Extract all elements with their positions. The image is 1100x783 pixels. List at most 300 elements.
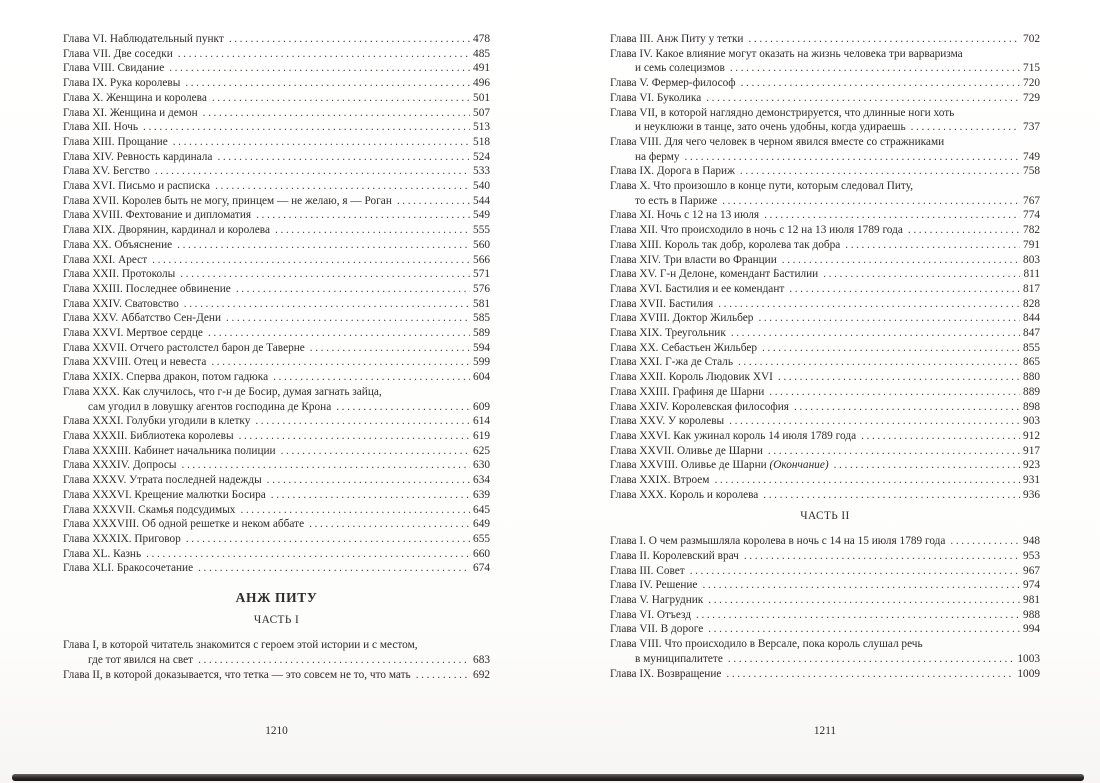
chapter-title: Глава XI. Ночь с 12 на 13 июля bbox=[610, 209, 760, 222]
toc-entry bbox=[63, 488, 490, 503]
toc-entry-line bbox=[63, 385, 490, 400]
toc-entry-line bbox=[610, 164, 1040, 179]
chapter-title: Глава VIII. Для чего человек в черном явился вместе со стражниками bbox=[610, 135, 945, 148]
chapter-page-number: 576 bbox=[473, 282, 490, 295]
dot-leader bbox=[722, 194, 1020, 209]
toc-entry-line bbox=[63, 473, 490, 488]
chapter-title: Глава XXIII. Последнее обвинение bbox=[63, 282, 231, 295]
toc-entry bbox=[610, 311, 1040, 326]
chapter-page-number: 855 bbox=[1023, 341, 1040, 354]
toc-entry-line bbox=[610, 91, 1040, 106]
toc-entry bbox=[63, 120, 490, 135]
dot-leader bbox=[908, 223, 1020, 238]
dot-leader bbox=[911, 120, 1020, 135]
toc-entry bbox=[610, 667, 1040, 682]
dot-leader bbox=[275, 223, 470, 238]
toc-entry-line bbox=[63, 150, 490, 165]
chapter-page-number: 630 bbox=[473, 459, 490, 472]
chapter-page-number: 518 bbox=[473, 135, 490, 148]
dot-leader bbox=[236, 282, 470, 297]
dot-leader bbox=[146, 547, 470, 562]
dot-leader bbox=[273, 370, 470, 385]
dot-leader bbox=[211, 355, 470, 370]
toc-entry bbox=[63, 429, 490, 444]
toc-entry-line bbox=[610, 47, 1040, 62]
toc-entry bbox=[63, 32, 490, 47]
chapter-title: Глава XIII. Прощание bbox=[63, 135, 168, 148]
toc-entry-line bbox=[63, 341, 490, 356]
toc-entry-line bbox=[610, 458, 1040, 473]
chapter-title: Глава XV. Г-н Делоне, комендант Бастилии bbox=[610, 268, 819, 281]
chapter-title: Глава XXXVII. Скамья подсудимых bbox=[63, 503, 236, 516]
chapter-title: Глава XVIII. Доктор Жильбер bbox=[610, 312, 754, 325]
toc-entry bbox=[63, 282, 490, 297]
toc-entry-line bbox=[610, 32, 1040, 47]
toc-entry bbox=[63, 135, 490, 150]
chapter-page-number: 865 bbox=[1023, 356, 1040, 369]
toc-entry bbox=[63, 47, 490, 62]
chapter-title: Глава XI. Женщина и демон bbox=[63, 106, 198, 119]
toc-entry-line bbox=[63, 106, 490, 121]
chapter-title: Глава VI. Буколика bbox=[610, 91, 702, 104]
toc-entry-line bbox=[63, 547, 490, 562]
toc-entry-line bbox=[610, 194, 1040, 209]
chapter-page-number: 1009 bbox=[1017, 667, 1040, 680]
chapter-title: Глава XXX. Как случилось, что г-н де Босир, думая загнать зайца, bbox=[63, 385, 382, 398]
dot-leader bbox=[738, 355, 1020, 370]
toc-entry-line bbox=[610, 564, 1040, 579]
dot-leader bbox=[861, 429, 1020, 444]
toc-entry bbox=[63, 668, 490, 683]
toc-entry bbox=[610, 549, 1040, 564]
toc-entry-line bbox=[610, 429, 1040, 444]
toc-entry-line bbox=[63, 653, 490, 668]
chapter-page-number: 811 bbox=[1023, 268, 1040, 281]
chapter-title: Глава II. Королевский врач bbox=[610, 549, 739, 562]
toc-entry-line bbox=[610, 76, 1040, 91]
toc-entry-line bbox=[63, 517, 490, 532]
chapter-title: Глава XIX. Треугольник bbox=[610, 327, 726, 340]
chapter-title: Глава XLI. Бракосочетание bbox=[63, 562, 194, 575]
toc-entry bbox=[610, 414, 1040, 429]
chapter-title: Глава XVII. Королев быть не могу, принцем — не желаю, я — Роган bbox=[63, 194, 392, 207]
chapter-title: Глава I. О чем размышляла королева в ночь с 14 на 15 июля 1789 года bbox=[610, 535, 946, 548]
toc-entry bbox=[63, 61, 490, 76]
toc-entry bbox=[63, 208, 490, 223]
toc-entry bbox=[610, 564, 1040, 579]
toc-entry bbox=[63, 238, 490, 253]
toc-entry bbox=[63, 76, 490, 91]
dot-leader bbox=[143, 120, 470, 135]
dot-leader bbox=[178, 47, 470, 62]
chapter-page-number: 729 bbox=[1023, 91, 1040, 104]
chapter-title: Глава XXIX. Втроем bbox=[610, 474, 710, 487]
chapter-page-number: 655 bbox=[473, 532, 490, 545]
toc-entry-line bbox=[610, 549, 1040, 564]
chapter-page-number: 917 bbox=[1023, 444, 1040, 457]
chapter-title: Глава XII. Что происходило в ночь с 12 на 13 июля 1789 года bbox=[610, 224, 903, 237]
chapter-title: Глава XXXV. Утрата последней надежды bbox=[63, 474, 262, 487]
toc-entry bbox=[63, 91, 490, 106]
chapter-title: в муниципалитете bbox=[635, 652, 723, 665]
chapter-title: Глава XVII. Бастилия bbox=[610, 297, 714, 310]
chapter-page-number: 817 bbox=[1023, 282, 1040, 295]
chapter-title: Глава XXXIV. Допросы bbox=[63, 459, 177, 472]
toc-entry-line bbox=[63, 429, 490, 444]
chapter-title: Глава XXXVI. Крещение малютки Босира bbox=[63, 488, 266, 501]
chapter-page-number: 692 bbox=[473, 668, 490, 681]
toc-entry-line bbox=[63, 223, 490, 238]
toc-entry-line bbox=[63, 91, 490, 106]
toc-entry-line bbox=[63, 282, 490, 297]
chapter-title: Глава XXXII. Библиотека королевы bbox=[63, 429, 234, 442]
chapter-page-number: 880 bbox=[1023, 371, 1040, 384]
chapter-title: Глава XXIV. Сватовство bbox=[63, 297, 179, 310]
chapter-title: Глава VI. Отъезд bbox=[610, 608, 692, 621]
toc-entry bbox=[610, 267, 1040, 282]
toc-entry-line bbox=[610, 652, 1040, 667]
toc-entry bbox=[63, 561, 490, 576]
toc-entry bbox=[610, 106, 1040, 135]
chapter-page-number: 715 bbox=[1023, 62, 1040, 75]
chapter-page-number: 491 bbox=[473, 62, 490, 75]
dot-leader bbox=[229, 32, 470, 47]
toc-entry-line bbox=[63, 164, 490, 179]
toc-entry-line bbox=[63, 253, 490, 268]
chapter-title: Глава IX. Рука королевы bbox=[63, 77, 181, 90]
dot-leader bbox=[728, 652, 1015, 667]
chapter-title: Глава VIII. Что происходило в Версале, пока король слушал речь bbox=[610, 638, 923, 651]
toc-entry-line bbox=[610, 326, 1040, 341]
toc-entry-line bbox=[610, 637, 1040, 652]
chapter-title: Глава III. Совет bbox=[610, 564, 685, 577]
toc-entry bbox=[63, 503, 490, 518]
toc-entry-line bbox=[63, 267, 490, 282]
dot-leader bbox=[702, 578, 1020, 593]
chapter-page-number: 560 bbox=[473, 238, 490, 251]
dot-leader bbox=[212, 91, 470, 106]
chapter-title: Глава XXII. Король Людовик XVI bbox=[610, 371, 773, 384]
dot-leader bbox=[794, 400, 1020, 415]
chapter-page-number: 594 bbox=[473, 341, 490, 354]
dot-leader bbox=[950, 534, 1020, 549]
dot-leader bbox=[310, 341, 470, 356]
toc-entry bbox=[610, 534, 1040, 549]
toc-entry bbox=[610, 208, 1040, 223]
toc-entry bbox=[610, 223, 1040, 238]
chapter-title: Глава XIV. Три власти во Франции bbox=[610, 253, 777, 266]
chapter-page-number: 994 bbox=[1023, 623, 1040, 636]
dot-leader bbox=[730, 61, 1020, 76]
toc-entry-line bbox=[63, 532, 490, 547]
toc-entry-line bbox=[610, 385, 1040, 400]
chapter-title: и неуклюжи в танце, зато очень удобны, когда удираешь bbox=[635, 121, 906, 134]
toc-entry-line bbox=[610, 208, 1040, 223]
chapter-page-number: 749 bbox=[1023, 150, 1040, 163]
toc-entry-line bbox=[610, 297, 1040, 312]
chapter-title: Глава XXV. У королевы bbox=[610, 415, 725, 428]
chapter-title: Глава X. Что произошло в конце пути, которым следовал Питу, bbox=[610, 180, 914, 193]
chapter-page-number: 683 bbox=[473, 654, 490, 667]
chapter-title: Глава XXXIII. Кабинет начальника полиции bbox=[63, 444, 276, 457]
toc-entry bbox=[610, 578, 1040, 593]
dot-leader bbox=[177, 238, 470, 253]
toc-entry-line bbox=[610, 622, 1040, 637]
toc-entry bbox=[63, 326, 490, 341]
toc-entry-line bbox=[610, 282, 1040, 297]
book-bottom-edge bbox=[12, 774, 1084, 781]
toc-entry-line bbox=[63, 179, 490, 194]
toc-entry-line bbox=[63, 458, 490, 473]
dot-leader bbox=[706, 91, 1020, 106]
toc-entry-line bbox=[610, 238, 1040, 253]
dot-leader bbox=[239, 429, 470, 444]
toc-entry bbox=[63, 458, 490, 473]
section-title: АНЖ ПИТУ bbox=[235, 590, 318, 606]
chapter-page-number: 604 bbox=[473, 371, 490, 384]
chapter-title: Глава XIII. Король так добр, королева так добра bbox=[610, 238, 841, 251]
chapter-title: Глава XIV. Ревность кардинала bbox=[63, 150, 213, 163]
chapter-page-number: 634 bbox=[473, 474, 490, 487]
chapter-page-number: 758 bbox=[1023, 165, 1040, 178]
toc-entry-line bbox=[63, 208, 490, 223]
chapter-title: Глава XX. Себастьен Жильбер bbox=[610, 341, 757, 354]
chapter-page-number: 501 bbox=[473, 91, 490, 104]
toc-entry bbox=[63, 179, 490, 194]
toc-entry-line bbox=[610, 253, 1040, 268]
toc-entry-line bbox=[610, 400, 1040, 415]
chapter-page-number: 931 bbox=[1023, 474, 1040, 487]
dot-leader bbox=[416, 668, 470, 683]
toc-entry bbox=[63, 194, 490, 209]
toc-entry-line bbox=[610, 414, 1040, 429]
dot-leader bbox=[696, 608, 1020, 623]
dot-leader bbox=[764, 208, 1020, 223]
toc-entry bbox=[610, 179, 1040, 208]
toc-entry bbox=[63, 638, 490, 667]
chapter-page-number: 847 bbox=[1023, 327, 1040, 340]
chapter-title: Глава XXIII. Графиня де Шарни bbox=[610, 385, 765, 398]
dot-leader bbox=[256, 208, 470, 223]
chapter-page-number: 889 bbox=[1023, 385, 1040, 398]
chapter-page-number: 619 bbox=[473, 429, 490, 442]
toc-entry bbox=[63, 444, 490, 459]
toc-entry bbox=[610, 370, 1040, 385]
toc-entry bbox=[63, 164, 490, 179]
chapter-title: Глава XVI. Бастилия и ее комендант bbox=[610, 282, 785, 295]
toc-entry-line bbox=[63, 32, 490, 47]
chapter-title: то есть в Париже bbox=[635, 194, 718, 207]
chapter-page-number: 549 bbox=[473, 209, 490, 222]
chapter-page-number: 544 bbox=[473, 194, 490, 207]
chapter-page-number: 912 bbox=[1023, 429, 1040, 442]
dot-leader bbox=[240, 503, 470, 518]
chapter-page-number: 737 bbox=[1023, 121, 1040, 134]
toc-entry bbox=[610, 429, 1040, 444]
dot-leader bbox=[173, 135, 470, 150]
toc-entry-line bbox=[610, 311, 1040, 326]
part-title: ЧАСТЬ II bbox=[800, 509, 850, 522]
toc-entry-line bbox=[610, 150, 1040, 165]
chapter-title: Глава XXIX. Сперва дракон, потом гадюка bbox=[63, 371, 269, 384]
dot-leader bbox=[763, 488, 1020, 503]
dot-leader bbox=[744, 549, 1020, 564]
dot-leader bbox=[729, 414, 1020, 429]
chapter-page-number: 524 bbox=[473, 150, 490, 163]
chapter-page-number: 974 bbox=[1023, 579, 1040, 592]
chapter-title: Глава XIX. Дворянин, кардинал и королева bbox=[63, 224, 271, 237]
dot-leader bbox=[823, 267, 1020, 282]
toc-entry-line bbox=[63, 326, 490, 341]
toc-entry bbox=[63, 414, 490, 429]
chapter-page-number: 936 bbox=[1023, 488, 1040, 501]
chapter-title: Глава I, в которой читатель знакомится с героем этой истории и с местом, bbox=[63, 639, 418, 652]
chapter-title: Глава II, в которой доказывается, что тетка — это совсем не то, что мать bbox=[63, 668, 411, 681]
toc-entry bbox=[63, 297, 490, 312]
chapter-title: Глава VII, в которой наглядно демонстрируется, что длинные ноги хоть bbox=[610, 106, 955, 119]
toc-entry bbox=[63, 517, 490, 532]
chapter-page-number: 540 bbox=[473, 180, 490, 193]
toc-entry bbox=[610, 341, 1040, 356]
chapter-page-number: 507 bbox=[473, 106, 490, 119]
chapter-title: Глава XXVIII. Оливье де Шарни (Окончание) bbox=[610, 459, 829, 472]
toc-entry-line bbox=[63, 297, 490, 312]
chapter-page-number: 478 bbox=[473, 33, 490, 45]
chapter-page-number: 585 bbox=[473, 312, 490, 325]
toc-entry-line bbox=[610, 488, 1040, 503]
toc-entry bbox=[63, 547, 490, 562]
chapter-title: Глава VI. Наблюдательный пункт bbox=[63, 33, 224, 45]
chapter-page-number: 639 bbox=[473, 488, 490, 501]
toc-entry-line bbox=[610, 370, 1040, 385]
chapter-page-number: 953 bbox=[1023, 549, 1040, 562]
toc-entry bbox=[63, 106, 490, 121]
toc-entry-line bbox=[610, 667, 1040, 682]
chapter-page-number: 774 bbox=[1023, 209, 1040, 222]
chapter-title: Глава IV. Какое влияние могут оказать на жизнь человека три варваризма bbox=[610, 47, 963, 60]
dot-leader bbox=[203, 106, 470, 121]
dot-leader bbox=[714, 473, 1020, 488]
dot-leader bbox=[336, 400, 470, 415]
chapter-page-number: 702 bbox=[1023, 33, 1040, 45]
chapter-page-number: 828 bbox=[1023, 297, 1040, 310]
chapter-title: Глава V. Фермер-философ bbox=[610, 77, 736, 90]
chapter-title: Глава III. Анж Питу у тетки bbox=[610, 33, 744, 45]
chapter-page-number: 566 bbox=[473, 253, 490, 266]
chapter-page-number: 903 bbox=[1023, 415, 1040, 428]
toc-entry-line bbox=[63, 120, 490, 135]
chapter-title: Глава XXVII. Оливье де Шарни bbox=[610, 444, 763, 457]
toc-entry bbox=[63, 267, 490, 282]
chapter-page-number: 791 bbox=[1023, 238, 1040, 251]
dot-leader bbox=[708, 593, 1020, 608]
toc-entry bbox=[610, 32, 1040, 47]
chapter-page-number: 923 bbox=[1023, 459, 1040, 472]
toc-entry-line bbox=[63, 76, 490, 91]
toc-entry bbox=[610, 238, 1040, 253]
dot-leader bbox=[182, 458, 471, 473]
chapter-title: Глава XV. Бегство bbox=[63, 165, 150, 178]
toc-entry bbox=[63, 532, 490, 547]
dot-leader bbox=[198, 561, 470, 576]
toc-entry-line bbox=[610, 106, 1040, 121]
dot-leader bbox=[768, 444, 1020, 459]
toc-left bbox=[63, 32, 490, 683]
right-page-number: 1211 bbox=[813, 725, 837, 738]
chapter-page-number: 898 bbox=[1023, 400, 1040, 413]
dot-leader bbox=[845, 238, 1020, 253]
dot-leader bbox=[758, 311, 1020, 326]
chapter-page-number: 496 bbox=[473, 77, 490, 90]
dot-leader bbox=[281, 444, 470, 459]
toc-entry bbox=[610, 297, 1040, 312]
chapter-title: Глава XXXI. Голубки угодили в клетку bbox=[63, 415, 251, 428]
chapter-title-italic-suffix: (Окончание) bbox=[769, 459, 829, 472]
chapter-title: Глава XXI. Арест bbox=[63, 253, 148, 266]
dot-leader bbox=[769, 385, 1020, 400]
toc-entry bbox=[610, 458, 1040, 473]
toc-entry bbox=[610, 253, 1040, 268]
chapter-page-number: 948 bbox=[1023, 535, 1040, 548]
chapter-title: Глава XXVIII. Отец и невеста bbox=[63, 356, 207, 369]
dot-leader bbox=[685, 150, 1021, 165]
toc-entry bbox=[610, 473, 1040, 488]
chapter-title: Глава XXXIX. Приговор bbox=[63, 532, 181, 545]
toc-entry-line bbox=[610, 444, 1040, 459]
chapter-page-number: 674 bbox=[473, 562, 490, 575]
toc-entry-line bbox=[63, 47, 490, 62]
chapter-page-number: 988 bbox=[1023, 608, 1040, 621]
dot-leader bbox=[255, 414, 470, 429]
dot-leader bbox=[184, 297, 470, 312]
chapter-title: Глава VII. В дороге bbox=[610, 623, 704, 636]
dot-leader bbox=[152, 253, 470, 268]
chapter-title: сам угодил в ловушку агентов господина де Крона bbox=[88, 400, 332, 413]
toc-entry bbox=[610, 488, 1040, 503]
toc-entry-line bbox=[63, 355, 490, 370]
chapter-page-number: 649 bbox=[473, 518, 490, 531]
toc-entry-line bbox=[63, 444, 490, 459]
left-page-number: 1210 bbox=[265, 725, 288, 738]
chapter-page-number: 485 bbox=[473, 47, 490, 60]
toc-entry bbox=[610, 400, 1040, 415]
toc-entry-line bbox=[63, 61, 490, 76]
toc-entry-line bbox=[63, 638, 490, 653]
toc-entry bbox=[63, 385, 490, 414]
toc-entry-line bbox=[610, 179, 1040, 194]
toc-entry-line bbox=[63, 370, 490, 385]
chapter-page-number: 981 bbox=[1023, 594, 1040, 607]
dot-leader bbox=[740, 164, 1020, 179]
toc-entry bbox=[610, 326, 1040, 341]
toc-entry-line bbox=[63, 561, 490, 576]
chapter-title: на ферму bbox=[635, 150, 680, 163]
toc-entry bbox=[63, 473, 490, 488]
chapter-title: Глава V. Нагрудник bbox=[610, 594, 704, 607]
chapter-title: Глава XL. Казнь bbox=[63, 547, 142, 560]
chapter-page-number: 555 bbox=[473, 224, 490, 237]
chapter-title: и семь солецизмов bbox=[635, 62, 725, 75]
chapter-title: Глава IX. Дорога в Париж bbox=[610, 165, 735, 178]
part-title: ЧАСТЬ I bbox=[253, 613, 300, 626]
dot-leader bbox=[782, 253, 1020, 268]
toc-entry-line bbox=[63, 400, 490, 415]
chapter-title: Глава XXII. Протоколы bbox=[63, 268, 176, 281]
toc-entry bbox=[63, 253, 490, 268]
toc-entry-line bbox=[610, 473, 1040, 488]
toc-entry-line bbox=[610, 223, 1040, 238]
dot-leader bbox=[690, 564, 1020, 579]
